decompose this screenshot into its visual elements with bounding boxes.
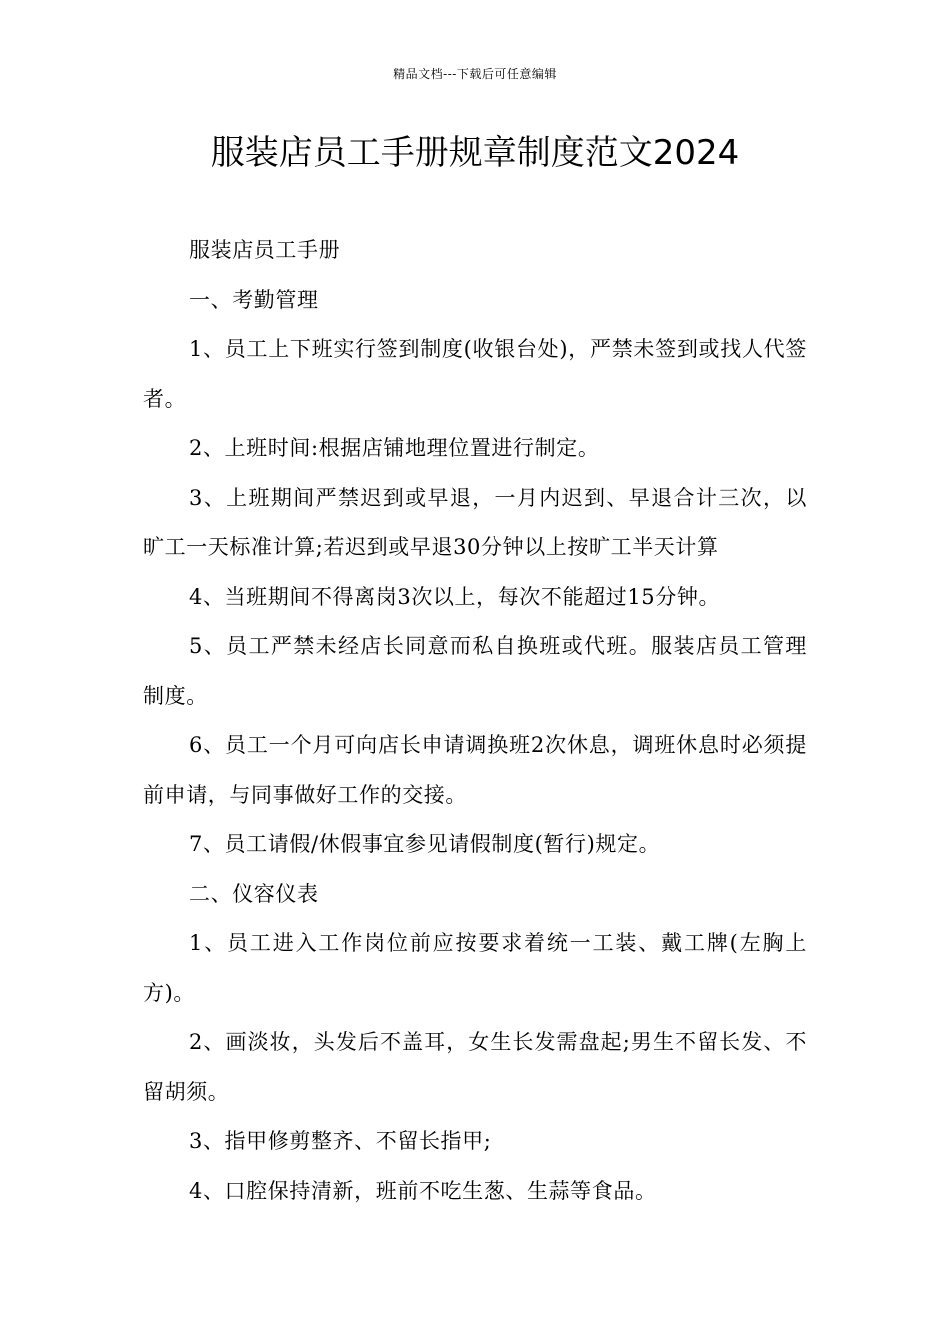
paragraph-attendance-5: 5、员工严禁未经店长同意而私自换班或代班。服装店员工管理制度。 xyxy=(143,634,807,708)
section-heading-appearance: 二、仪容仪表 xyxy=(189,881,319,906)
paragraph-attendance-6: 6、员工一个月可向店长申请调换班2次休息，调班休息时必须提前申请，与同事做好工作的交接。 xyxy=(143,733,807,807)
document-title: 服装店员工手册规章制度范文2024 xyxy=(210,133,740,173)
section-heading-attendance: 一、考勤管理 xyxy=(189,287,319,312)
paragraph-attendance-7: 7、员工请假/休假事宜参见请假制度(暂行)规定。 xyxy=(189,832,661,856)
paragraph-appearance-4: 4、口腔保持清新，班前不吃生葱、生蒜等食品。 xyxy=(189,1178,657,1203)
paragraph-attendance-2: 2、上班时间:根据店铺地理位置进行制定。 xyxy=(189,436,600,460)
paragraph-appearance-3: 3、指甲修剪整齐、不留长指甲; xyxy=(189,1129,492,1153)
paragraph-appearance-1: 1、员工进入工作岗位前应按要求着统一工装、戴工牌(左胸上方)。 xyxy=(143,931,807,1005)
document-body xyxy=(143,226,807,1216)
paragraph-attendance-3: 3、上班期间严禁迟到或早退，一月内迟到、早退合计三次，以旷工一天标准计算;若迟到或早退30分钟以上按旷工半天计算 xyxy=(143,485,807,559)
paragraph-attendance-1: 1、员工上下班实行签到制度(收银台处)，严禁未签到或找人代签者。 xyxy=(143,337,807,411)
paragraph-appearance-2: 2、画淡妆，头发后不盖耳，女生长发需盘起;男生不留长发、不留胡须。 xyxy=(143,1030,807,1104)
paragraph-handbook-heading: 服装店员工手册 xyxy=(189,238,341,262)
paragraph-attendance-4: 4、当班期间不得离岗3次以上，每次不能超过15分钟。 xyxy=(189,584,721,609)
header-note: 精品文档---下载后可任意编辑 xyxy=(393,67,557,81)
